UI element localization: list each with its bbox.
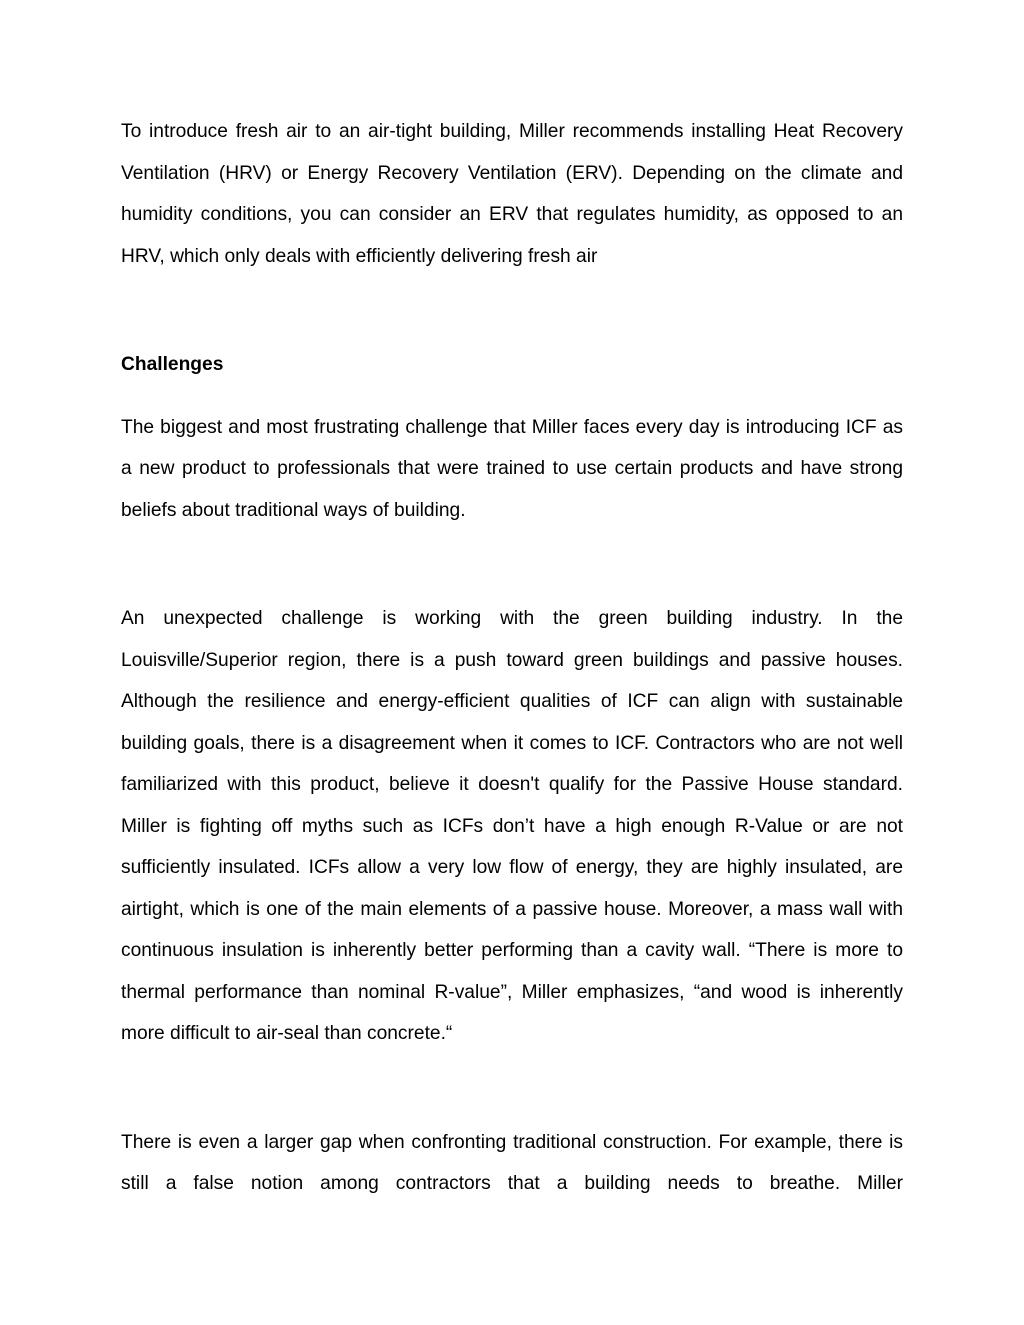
paragraph-biggest-challenge: The biggest and most frustrating challenge that Miller faces every day is introducing ICF as a new product to professionals that were trained to use certain products and have strong beliefs about traditional ways of building. [121, 416, 903, 521]
spacer [121, 1055, 903, 1122]
paragraph-green-building: An unexpected challenge is working with the green building industry. In the Louisville/Superior region, there is a push toward green buildings and passive houses. Although the resilience and energy-efficient qualities of ICF can align with sustainable building goals, there is a disagreement when it comes to ICF. Contractors who are not well familiarized with this product, believe it doesn't qualify for the Passive House standard. Miller is fighting off myths such as ICFs don’t have a high enough R-Value or are not sufficiently insulated. ICFs allow a very low flow of energy, they are highly insulated, are airtight, which is one of the main elements of a passive house. Moreover, a mass wall with continuous insulation is inherently better performing than a cavity wall. “There is more to thermal performance than nominal R-value”, Miller emphasizes, “and wood is inherently more difficult to air-seal than concrete.“ [121, 608, 903, 1044]
spacer [121, 386, 903, 407]
spacer [121, 277, 903, 344]
paragraph-traditional-construction: There is even a larger gap when confronting traditional construction. For example, there is still a false notion among contractors that a building needs to breathe. Miller [121, 1131, 903, 1194]
spacer [121, 531, 903, 598]
paragraph-hrv-erv: To introduce fresh air to an air-tight building, Miller recommends installing Heat Recovery Ventilation (HRV) or Energy Recovery Ventilation (ERV). Depending on the climate and humidity conditions, you can consider an ERV that regulates humidity, as opposed to an HRV, which only deals with efficiently delivering fresh air [121, 121, 903, 267]
document-page [121, 111, 903, 1205]
section-heading-challenges: Challenges [121, 354, 224, 375]
